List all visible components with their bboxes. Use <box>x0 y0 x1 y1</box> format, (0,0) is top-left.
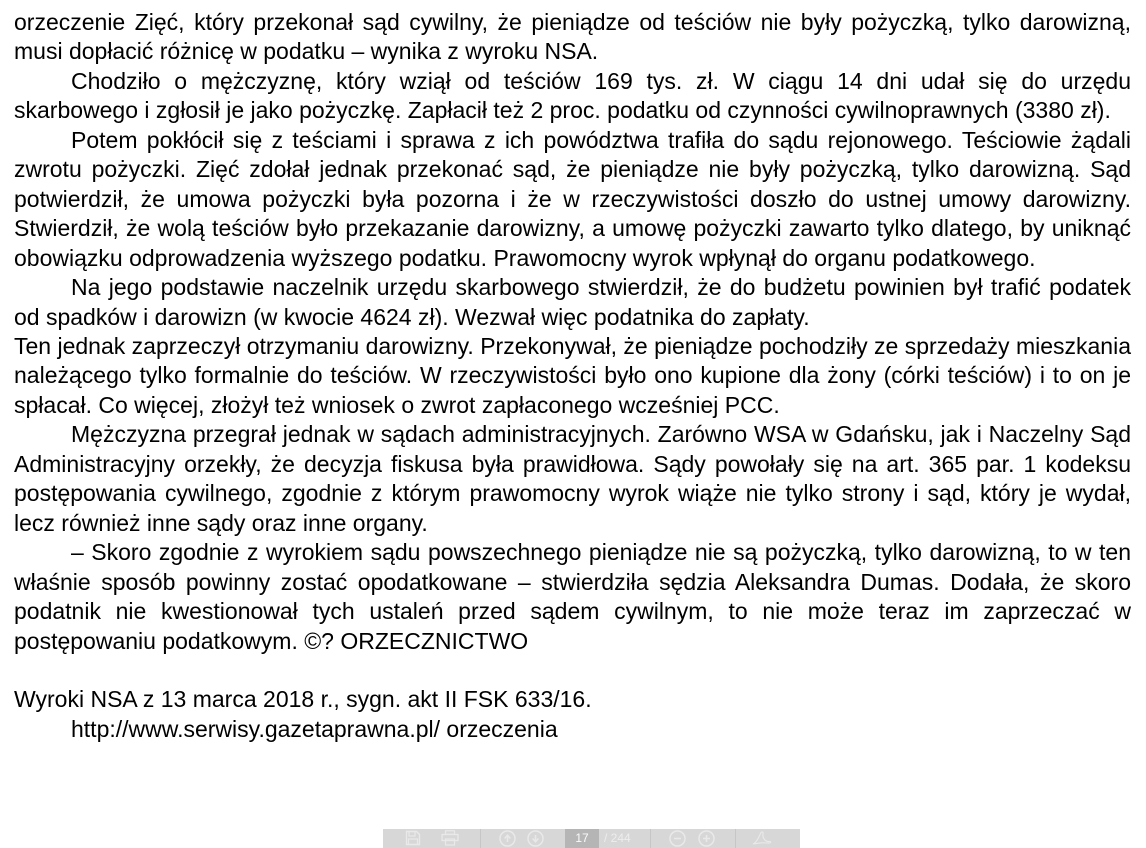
toolbar-divider <box>650 829 651 848</box>
page-number-input[interactable]: 17 <box>565 829 599 848</box>
page-down-icon[interactable] <box>525 830 545 848</box>
paragraph-container <box>14 8 1131 656</box>
paragraph: – Skoro zgodnie z wyrokiem sądu powszechnego pieniądze nie są pożyczką, tylko darowizną, to w ten właśnie sposób powinny zostać opodatkowane – stwierdziła sędzia Aleksandra Dumas. Dodała, że skoro podatnik nie kwestionował tych ustaleń przed sądem cywilnym, to nie może teraz im zaprzeczać w postępowaniu podatkowym. ©? ORZECZNICTWO <box>14 539 1131 654</box>
paragraph: Potem pokłócił się z teściami i sprawa z ich powództwa trafiła do sądu rejonowego. Teściowie żądali zwrotu pożyczki. Zięć zdołał jednak przekonać sąd, że pieniądze nie były pożyczką, tylko darowizną. Sąd potwierdził, że umowa pożyczki była pozorna i że w rzeczywistości doszło do ustnej umowy darowizny. Stwierdził, że wolą teściów było przekazanie darowizny, a umowę pożyczki zawarto tylko dlatego, by uniknąć obowiązku odprowadzenia wyższego podatku. Prawomocny wyrok wpłynął do organu podatkowego. <box>14 126 1131 271</box>
source-url: http://www.serwisy.gazetaprawna.pl/ orzeczenia <box>71 715 558 742</box>
page-up-icon[interactable] <box>497 830 517 848</box>
document-footer <box>14 685 1131 744</box>
toolbar-divider <box>480 829 481 848</box>
zoom-out-icon[interactable] <box>667 830 687 848</box>
pdf-toolbar <box>383 829 800 848</box>
toolbar-divider <box>735 829 736 848</box>
paragraph: Mężczyzna przegrał jednak w sądach administracyjnych. Zarówno WSA w Gdańsku, jak i Naczelny Sąd Administracyjny orzekły, że decyzja fiskusa była prawidłowa. Sądy powołały się na art. 365 par. 1 kodeksu postępowania cywilnego, zgodnie z którym prawomocny wyrok wiąże nie tylko strony i sąd, który je wydał, lecz również inne sądy oraz inne organy. <box>14 421 1131 536</box>
zoom-in-icon[interactable] <box>696 830 716 848</box>
citation-line: Wyroki NSA z 13 marca 2018 r., sygn. akt II FSK 633/16. <box>14 686 592 713</box>
acrobat-icon[interactable] <box>750 830 776 848</box>
save-icon[interactable] <box>403 830 423 848</box>
page-count-label: / 244 <box>604 831 631 845</box>
paragraph: orzeczenie Zięć, który przekonał sąd cywilny, że pieniądze od teściów nie były pożyczką, tylko darowizną, musi dopłacić różnicę w podatku – wynika z wyroku NSA. <box>14 9 1131 65</box>
print-icon[interactable] <box>440 830 460 848</box>
paragraph: Chodziło o mężczyznę, który wziął od teściów 169 tys. zł. W ciągu 14 dni udał się do urzędu skarbowego i zgłosił je jako pożyczkę. Zapłacił też 2 proc. podatku od czynności cywilnoprawnych (3380 zł). <box>14 67 1131 124</box>
paragraph: Na jego podstawie naczelnik urzędu skarbowego stwierdził, że do budżetu powinien był trafić podatek od spadków i darowizn (w kwocie 4624 zł). Wezwał więc podatnika do zapłaty. <box>14 274 1131 330</box>
paragraph: Ten jednak zaprzeczył otrzymaniu darowizny. Przekonywał, że pieniądze pochodziły ze sprzedaży mieszkania należącego tylko formalnie do teściów. W rzeczywistości było ono kupione dla żony (córki teściów) i to on je spłacał. Co więcej, złożył też wniosek o zwrot zapłaconego wcześniej PCC. <box>14 332 1131 418</box>
